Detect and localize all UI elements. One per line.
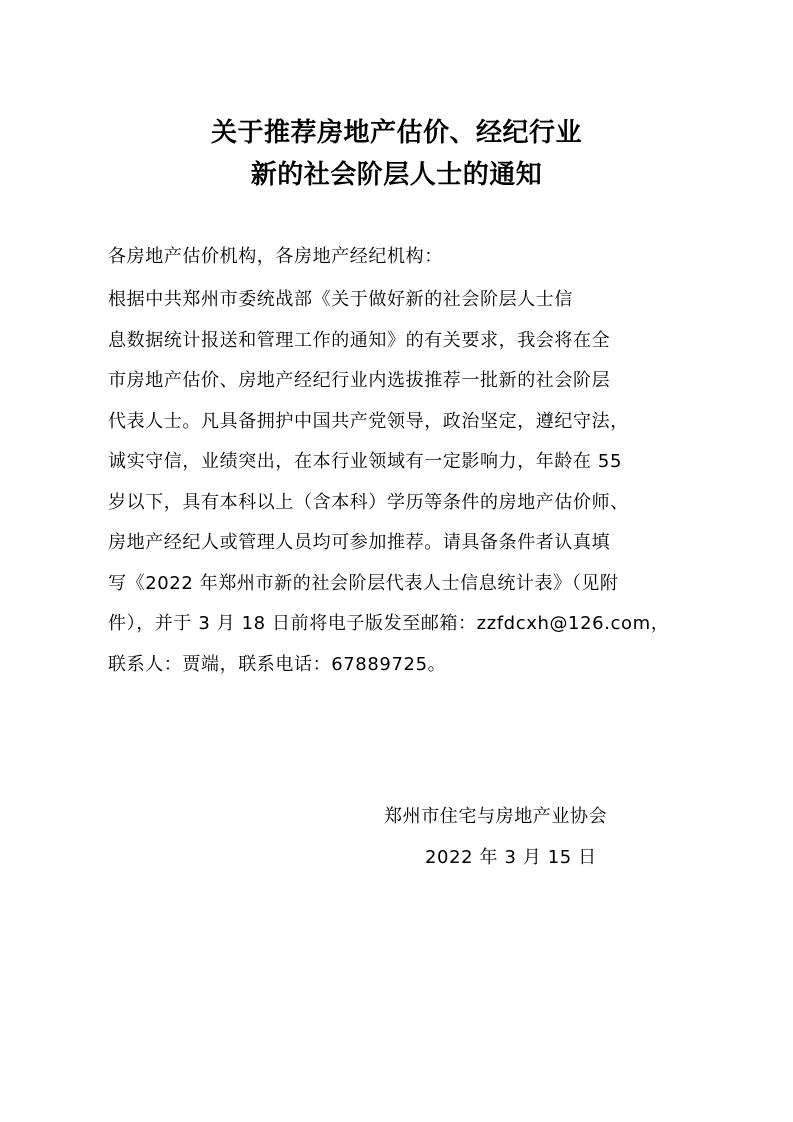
paragraph-line: 诚实守信，业绩突出，在本行业领域有一定影响力，年龄在 55 — [108, 451, 623, 472]
paragraph-line: 房地产经纪人或管理人员均可参加推荐。请具备条件者认真填 — [108, 532, 611, 553]
paragraph-line: 息数据统计报送和管理工作的通知》的有关要求，我会将在全 — [108, 329, 611, 351]
document-title-line-1: 关于推荐房地产估价、经纪行业 — [210, 118, 582, 148]
paragraph-line: 根据中共郑州市委统战部《关于做好新的社会阶层人士信 — [108, 289, 573, 310]
paragraph-line: 代表人士。凡具备拥护中国共产党领导，政治坚定，遵纪守法， — [108, 410, 629, 432]
paragraph-line: 件），并于 3 月 18 日前将电子版发至邮箱：zzfdcxh@126.com， — [108, 613, 670, 634]
document-title-line-2: 新的社会阶层人士的通知 — [250, 160, 543, 190]
paragraph-line: 岁以下，具有本科以上（含本科）学历等条件的房地产估价师、 — [108, 491, 629, 513]
body-paragraph — [108, 281, 696, 686]
paragraph-line: 联系人：贾端，联系电话：67889725。 — [108, 653, 447, 675]
signature-date: 2022 年 3 月 15 日 — [425, 847, 597, 868]
salutation: 各房地产估价机构，各房地产经纪机构： — [108, 246, 443, 267]
signature-organization: 郑州市住宅与房地产业协会 — [384, 806, 608, 827]
paragraph-line: 市房地产估价、房地产经纪行业内选拔推荐一批新的社会阶层 — [108, 370, 611, 391]
paragraph-line: 写《2022 年郑州市新的社会阶层代表人士信息统计表》（见附 — [108, 572, 619, 594]
